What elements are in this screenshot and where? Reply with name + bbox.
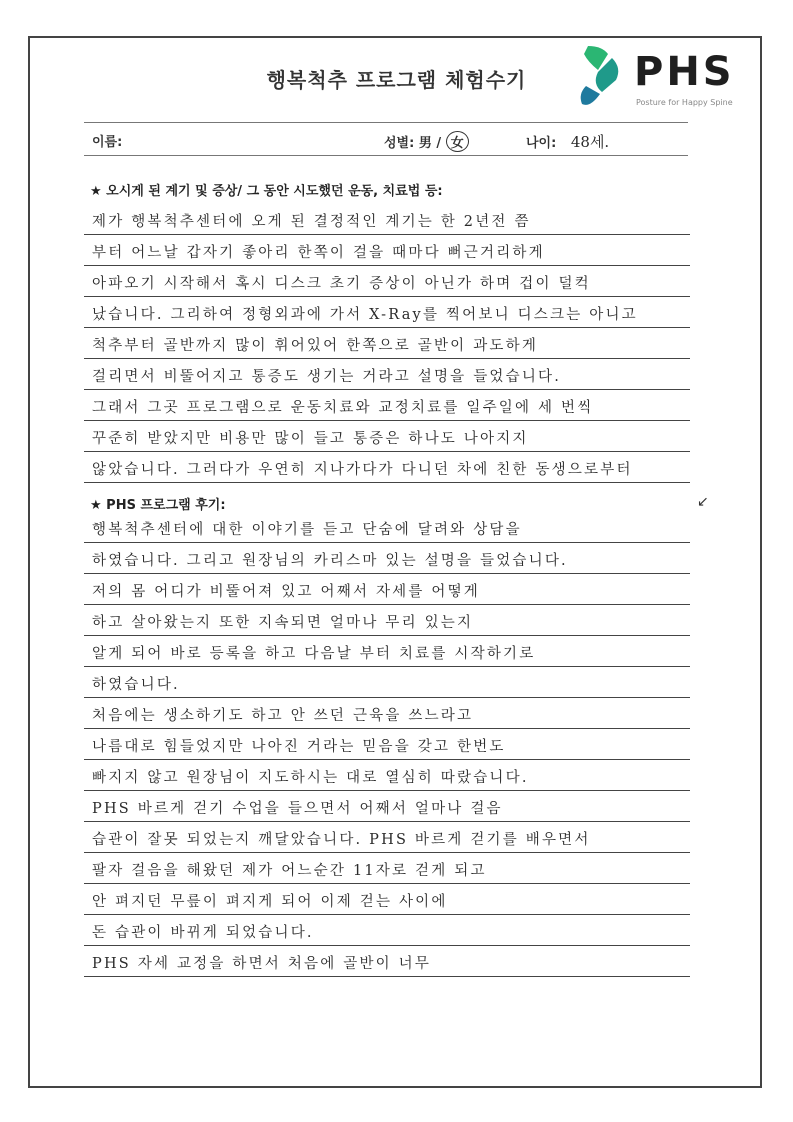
text-line [84,452,690,483]
handwritten-text: 행복척추센터에 대한 이야기를 듣고 단숨에 달려와 상담을 [92,522,522,538]
text-line [84,328,690,359]
text-line [84,915,690,946]
continue-arrow-icon: ↙ [697,494,709,510]
page-title: 행복척추 프로그램 체험수기 [266,68,527,92]
text-line [84,946,690,977]
handwritten-text: 걸리면서 비뚤어지고 통증도 생기는 거라고 설명을 들었습니다. [92,369,562,385]
handwritten-text: 팔자 걸음을 해왔던 제가 어느순간 11자로 걷게 되고 [92,863,487,879]
handwritten-text: 습관이 잘못 되었는지 깨달았습니다. PHS 바르게 걷기를 배우면서 [92,832,591,848]
info-bar [84,122,688,156]
text-line [84,698,690,729]
age-label: 나이: [526,136,557,151]
handwritten-text: 하고 살아왔는지 또한 지속되면 얼마나 무리 있는지 [92,615,474,631]
text-line [84,543,690,574]
gender-field [384,131,469,152]
text-line [84,204,690,235]
text-line [84,574,690,605]
handwritten-text: 돈 습관이 바뀌게 되었습니다. [92,925,314,941]
logo-wordmark: PHS [634,49,735,95]
text-line [84,605,690,636]
handwritten-text: 않았습니다. 그러다가 우연히 지나가다가 다니던 차에 친한 동생으로부터 [92,462,633,478]
text-line [84,791,690,822]
handwritten-text: 안 펴지던 무릎이 펴지게 되어 이제 걷는 사이에 [92,894,448,910]
text-line [84,512,690,543]
handwritten-text: 척추부터 골반까지 많이 휘어있어 한쪽으로 골반이 과도하게 [92,338,539,354]
handwritten-text: 저의 몸 어디가 비뚤어져 있고 어째서 자세를 어떻게 [92,584,481,600]
handwritten-text: 하였습니다. [92,677,180,693]
section2-lines [84,512,690,977]
text-line [84,359,690,390]
text-line [84,421,690,452]
handwritten-text: 아파오기 시작해서 혹시 디스크 초기 증상이 아닌가 하며 겁이 덜컥 [92,276,591,292]
handwritten-text: 났습니다. 그리하여 정형외과에 가서 X-Ray를 찍어보니 디스크는 아니고 [92,307,638,323]
section1-lines [84,204,690,483]
text-line [84,266,690,297]
section2-heading: ★ PHS 프로그램 후기: [90,498,226,513]
handwritten-text: PHS 바르게 걷기 수업을 들으면서 어째서 얼마나 걸음 [92,801,503,817]
gender-female-circled: 女 [446,131,469,152]
text-line [84,636,690,667]
text-line [84,235,690,266]
handwritten-text: 하였습니다. 그리고 원장님의 카리스마 있는 설명을 들었습니다. [92,553,568,569]
gender-male: 男 [418,136,432,151]
text-line [84,760,690,791]
handwritten-text: 부터 어느날 갑자기 좋아리 한쪽이 걸을 때마다 뻐근거리하게 [92,245,545,261]
handwritten-text: 나름대로 힘들었지만 나아진 거라는 믿음을 갖고 한번도 [92,739,506,755]
text-line [84,297,690,328]
spine-logo-icon [578,42,628,112]
handwritten-text: 처음에는 생소하기도 하고 안 쓰던 근육을 쓰느라고 [92,708,474,724]
handwritten-text: 그래서 그곳 프로그램으로 운동치료와 교정치료를 일주일에 세 번씩 [92,400,594,416]
phs-logo [578,42,758,112]
handwritten-text: 꾸준히 받았지만 비용만 많이 들고 통증은 하나도 나아지지 [92,431,529,447]
text-line [84,667,690,698]
gender-label: 성별: [384,136,415,151]
handwritten-text: PHS 자세 교정을 하면서 처음에 골반이 너무 [92,956,432,972]
text-line [84,853,690,884]
logo-tagline: Posture for Happy Spine [636,98,733,107]
handwritten-text: 빠지지 않고 원장님이 지도하시는 대로 열심히 따랐습니다. [92,770,529,786]
text-line [84,822,690,853]
handwritten-text: 알게 되어 바로 등록을 하고 다음날 부터 치료를 시작하기로 [92,646,536,662]
name-label: 이름: [92,135,123,150]
age-value: 48세. [570,133,610,151]
gender-separator: / [436,136,442,151]
text-line [84,884,690,915]
handwritten-text: 제가 행복척추센터에 오게 된 결정적인 계기는 한 2년전 쯤 [92,214,531,230]
text-line [84,390,690,421]
section1-heading: ★ 오시게 된 계기 및 증상/ 그 동안 시도했던 운동, 치료법 등: [90,184,443,199]
text-line [84,729,690,760]
age-field [526,131,609,152]
